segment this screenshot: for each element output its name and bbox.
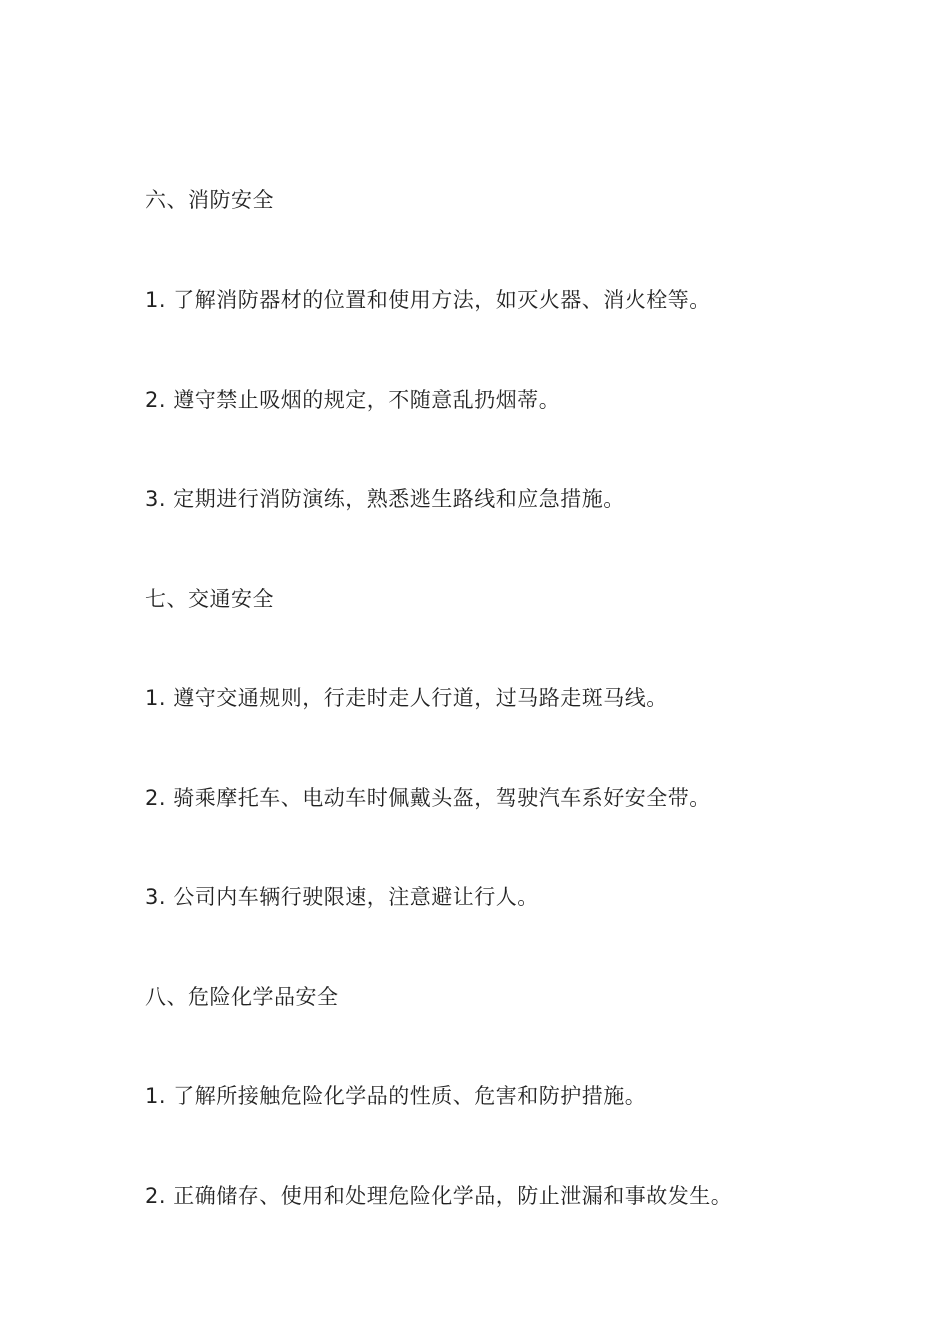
fire-safety-item-1: 1. 了解消防器材的位置和使用方法，如灭火器、消火栓等。 bbox=[145, 288, 711, 312]
fire-safety-item-2: 2. 遵守禁止吸烟的规定，不随意乱扔烟蒂。 bbox=[145, 388, 561, 412]
hazardous-chemicals-item-1: 1. 了解所接触危险化学品的性质、危害和防护措施。 bbox=[145, 1084, 647, 1108]
traffic-safety-item-1: 1. 遵守交通规则，行走时走人行道，过马路走斑马线。 bbox=[145, 686, 668, 710]
fire-safety-item-3: 3. 定期进行消防演练，熟悉逃生路线和应急措施。 bbox=[145, 487, 625, 511]
traffic-safety-item-2: 2. 骑乘摩托车、电动车时佩戴头盔，驾驶汽车系好安全带。 bbox=[145, 786, 711, 810]
section-heading-fire-safety: 六、消防安全 bbox=[145, 188, 274, 212]
traffic-safety-item-3: 3. 公司内车辆行驶限速，注意避让行人。 bbox=[145, 885, 539, 909]
section-heading-traffic-safety: 七、交通安全 bbox=[145, 587, 274, 611]
hazardous-chemicals-item-2: 2. 正确储存、使用和处理危险化学品，防止泄漏和事故发生。 bbox=[145, 1184, 733, 1208]
section-heading-hazardous-chemicals: 八、危险化学品安全 bbox=[145, 985, 339, 1009]
